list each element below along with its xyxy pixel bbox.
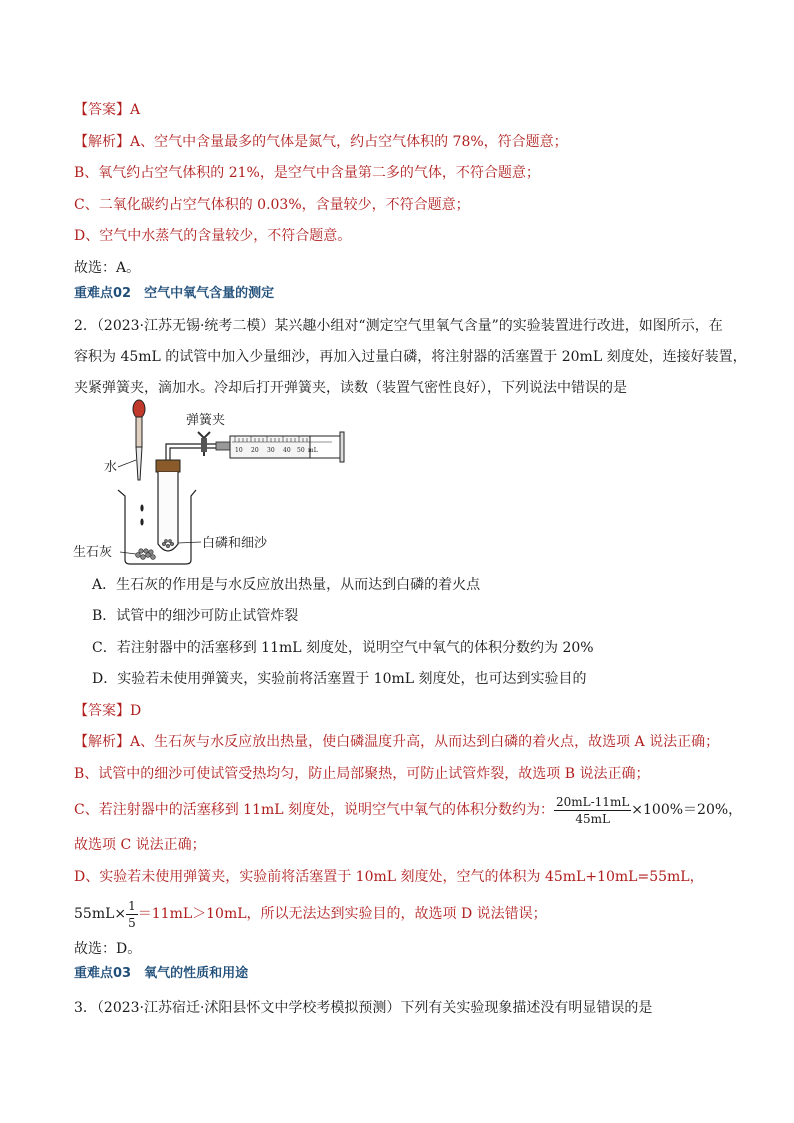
analysis2-line-5-volume: 45mL+10mL=55mL， [544, 869, 704, 885]
lime-label: 生石灰 [73, 545, 113, 560]
analysis2-line-2: B、试管中的细沙可使试管受热均匀，防止局部聚热，可防止试管炸裂，故选项 B 说法正确； [74, 766, 650, 782]
question-2-line-2: 容积为 45mL 的试管中加入少量细沙，再加入过量白磷，将注射器的活塞置于 20mL 刻度处，连接好装置， [74, 349, 747, 365]
answer-value: A [130, 102, 141, 118]
dropper [133, 400, 145, 480]
water-label: 水 [104, 460, 118, 475]
answer-label: 【答案】 [74, 703, 130, 719]
syringe [230, 432, 344, 462]
section-title-3: 重难点03 氧气的性质和用途 [74, 966, 249, 981]
analysis-line-3: C、二氧化碳约占空气体积的 0.03%，含量较少，不符合题意； [74, 197, 470, 213]
answer-line-2 [74, 701, 141, 721]
analysis-label: 【解析】 [74, 134, 130, 150]
option-b: B．试管中的细沙可防止试管炸裂 [92, 608, 299, 624]
question-2-line-3: 夹紧弹簧夹，滴加水。冷却后打开弹簧夹，读数（装置气密性良好），下列说法中错误的是 [74, 380, 627, 396]
analysis-line-2: B、氧气约占空气体积的 21%，是空气中含量第二多的气体，不符合题意； [74, 165, 540, 181]
scale-tick-10: 10 [235, 447, 243, 454]
fraction-one-fifth [126, 899, 138, 930]
analysis2-line-5-text: D、实验若未使用弹簧夹，实验前将活塞置于 10mL 刻度处，空气的体积为 [74, 869, 545, 885]
scale-tick-unit: mL [308, 447, 318, 454]
scale-tick-50: 50 [297, 447, 305, 454]
answer-label: 【答案】 [74, 102, 130, 118]
scale-tick-40: 40 [283, 447, 291, 454]
fraction-oxygen [554, 795, 631, 826]
analysis-line-4: D、空气中水蒸气的含量较少，不符合题意。 [74, 228, 352, 244]
clamp-label: 弹簧夹 [186, 413, 226, 428]
question-3-line-1: 3．（2023·江苏宿迁·沭阳县怀文中学校考模拟预测）下列有关实验现象描述没有明显错误的是 [74, 1000, 653, 1016]
answer-value: D [130, 703, 142, 719]
fraction-result: ×100%＝20%， [631, 802, 743, 818]
analysis2-line-1 [74, 732, 719, 752]
analysis2-line-3-text: C、若注射器中的活塞移到 11mL 刻度处，说明空气中氧气的体积分数约为： [74, 802, 554, 818]
connecting-tube [166, 442, 232, 460]
analysis-text: A、空气中含量最多的气体是氮气，约占空气体积的 78%，符合题意； [130, 134, 568, 150]
analysis2-line-5 [74, 867, 704, 887]
analysis2-line-6 [74, 896, 547, 932]
analysis-label: 【解析】 [74, 734, 130, 750]
fraction-numerator: 20mL-11mL [556, 794, 630, 809]
phosphorus-label: 白磷和细沙 [202, 536, 268, 551]
question-2-line-1: 2．（2023·江苏无锡·统考二模）某兴趣小组对“测定空气里氧气含量”的实验装置进行改进，如图所示，在 [74, 318, 723, 334]
apparatus-diagram [70, 398, 370, 568]
answer-line-1 [74, 100, 140, 120]
fraction-numerator: 1 [128, 898, 136, 913]
option-c: C．若注射器中的活塞移到 11mL 刻度处，说明空气中氧气的体积分数约为 20% [92, 640, 594, 656]
calc-suffix: ＝11mL＞10mL，所以无法达到实验目的，故选项 D 说法错误； [137, 906, 547, 922]
option-d: D．实验若未使用弹簧夹，实验前将活塞置于 10mL 刻度处，也可达到实验目的 [92, 671, 587, 687]
option-a: A．生石灰的作用是与水反应放出热量，从而达到白磷的着火点 [92, 577, 481, 593]
choice-line-2: 故选：D。 [74, 941, 142, 957]
test-tube [156, 460, 180, 551]
analysis2-line-4: 故选项 C 说法正确； [74, 837, 206, 853]
fraction-denominator: 5 [128, 915, 136, 930]
calc-prefix: 55mL× [74, 906, 127, 922]
section-title-2: 重难点02 空气中氧气含量的测定 [74, 286, 275, 301]
scale-tick-30: 30 [267, 447, 275, 454]
fraction-denominator: 45mL [575, 811, 610, 826]
choice-line-1: 故选：A。 [74, 260, 141, 276]
scale-tick-20: 20 [251, 447, 259, 454]
analysis-text: A、生石灰与水反应放出热量，使白磷温度升高，从而达到白磷的着火点，故选项 A 说法正确； [130, 734, 720, 750]
analysis-line-1 [74, 132, 568, 152]
analysis2-line-3 [74, 793, 742, 827]
